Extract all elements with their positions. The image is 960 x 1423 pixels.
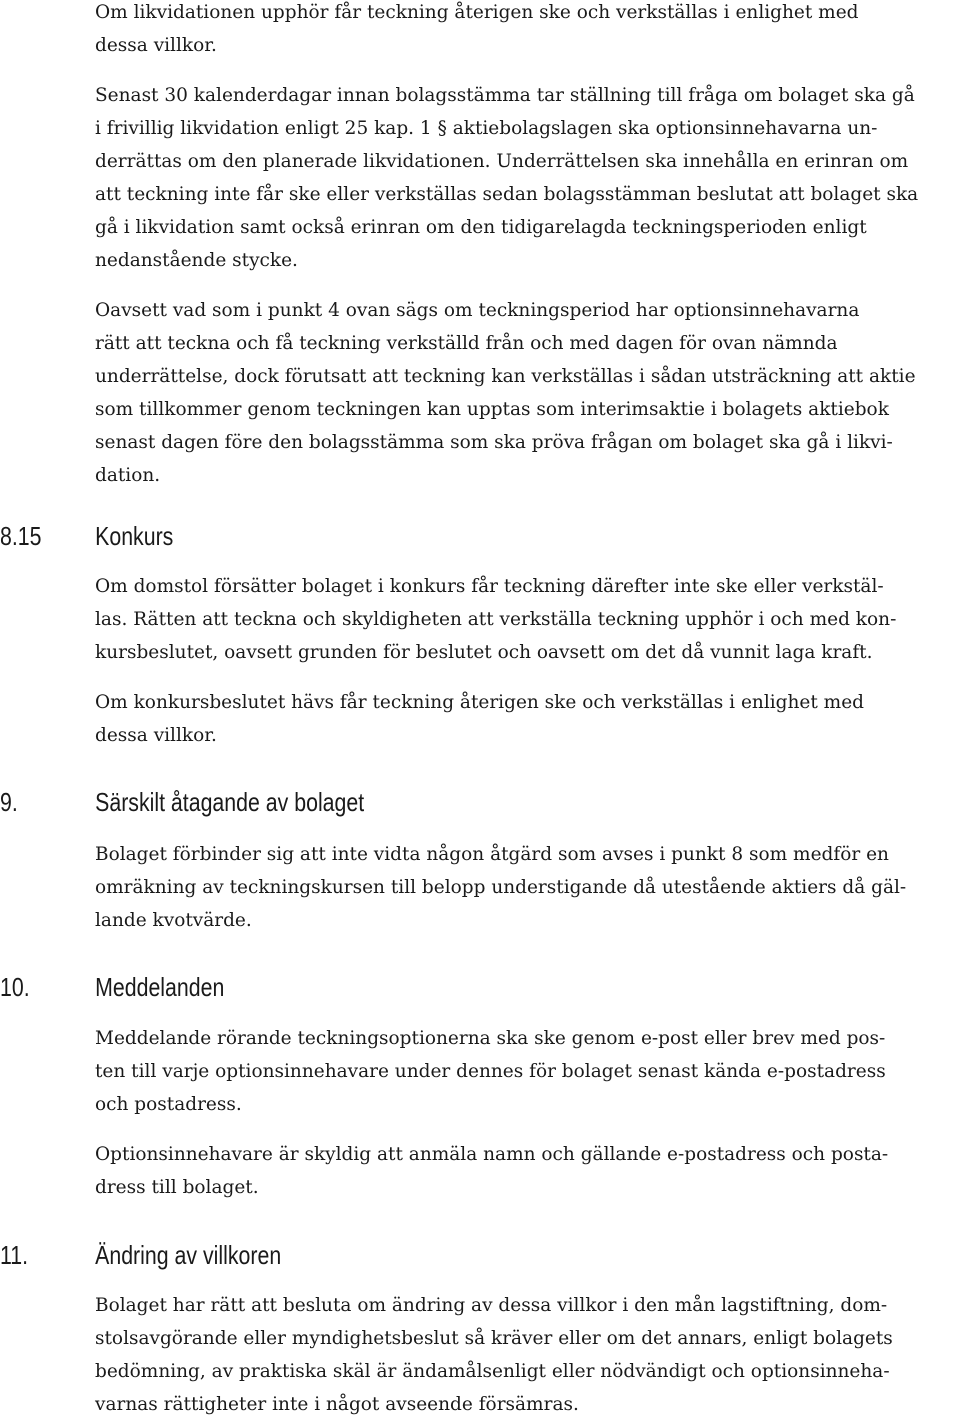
text-line: dessa villkor. bbox=[95, 35, 217, 56]
text-line: Bolaget har rätt att besluta om ändring av dessa villkor i den mån lagstiftning, dom- bbox=[95, 1295, 888, 1316]
text-line: gå i likvidation samt också erinran om den tidigarelagda teckningsperioden enligt bbox=[95, 217, 867, 238]
text-line: och postadress. bbox=[95, 1094, 242, 1115]
paragraph-notices bbox=[95, 1022, 960, 1121]
text-line: Bolaget förbinder sig att inte vidta någon åtgärd som avses i punkt 8 som medför en bbox=[95, 844, 889, 865]
paragraph-bankruptcy bbox=[95, 570, 960, 669]
text-line: dress till bolaget. bbox=[95, 1177, 259, 1198]
text-line: ten till varje optionsinnehavare under dennes för bolaget senast kända e-postadress bbox=[95, 1061, 886, 1082]
paragraph-company-undertaking bbox=[95, 838, 960, 937]
text-line: att teckning inte får ske eller verkställas sedan bolagsstämman beslutat att bolaget ska bbox=[95, 184, 919, 205]
section-title: Ändring av villkoren bbox=[95, 1240, 282, 1270]
text-line: dation. bbox=[95, 465, 161, 486]
section-number: 9. bbox=[0, 787, 18, 817]
paragraph-subscription-period bbox=[95, 294, 960, 492]
text-line: Oavsett vad som i punkt 4 ovan sägs om teckningsperiod har optionsinnehavarna bbox=[95, 300, 860, 321]
text-line: derrättas om den planerade likvidationen. Underrättelsen ska innehålla en erinran om bbox=[95, 151, 909, 172]
section-number: 11. bbox=[0, 1240, 29, 1270]
text-line: Om domstol försätter bolaget i konkurs får teckning därefter inte ske eller verkstäl- bbox=[95, 576, 884, 597]
text-line: stolsavgörande eller myndighetsbeslut så kräver eller om det annars, enligt bolagets bbox=[95, 1328, 893, 1349]
text-line: bedömning, av praktiska skäl är ändamålsenligt eller nödvändigt och optionsinneha- bbox=[95, 1361, 890, 1382]
section-number: 10. bbox=[0, 972, 30, 1002]
section-title: Meddelanden bbox=[95, 972, 225, 1002]
text-line: i frivillig likvidation enligt 25 kap. 1 § aktiebolagslagen ska optionsinnehavarna un- bbox=[95, 118, 878, 139]
text-line: Senast 30 kalenderdagar innan bolagsstämma tar ställning till fråga om bolaget ska gå bbox=[95, 85, 915, 106]
paragraph-liquidation-end bbox=[95, 0, 960, 62]
text-line: kursbeslutet, oavsett grunden för beslutet och oavsett om det då vunnit laga kraft. bbox=[95, 642, 873, 663]
text-line: omräkning av teckningskursen till belopp understigande då utestående aktiers då gäl- bbox=[95, 877, 907, 898]
text-line: lande kvotvärde. bbox=[95, 910, 252, 931]
text-line: Om likvidationen upphör får teckning återigen ske och verkställas i enlighet med bbox=[95, 2, 859, 23]
text-line: Optionsinnehavare är skyldig att anmäla namn och gällande e-postadress och posta- bbox=[95, 1144, 889, 1165]
section-title: Särskilt åtagande av bolaget bbox=[95, 787, 365, 817]
text-line: varnas rättigheter inte i något avseende försämras. bbox=[95, 1394, 579, 1415]
text-line: Meddelande rörande teckningsoptionerna ska ske genom e-post eller brev med pos- bbox=[95, 1028, 886, 1049]
section-number: 8.15 bbox=[0, 521, 42, 551]
text-line: underrättelse, dock förutsatt att teckning kan verkställas i sådan utsträckning att aktie bbox=[95, 366, 916, 387]
text-line: senast dagen före den bolagsstämma som ska pröva frågan om bolaget ska gå i likvi- bbox=[95, 432, 893, 453]
paragraph-voluntary-liquidation bbox=[95, 79, 960, 277]
text-line: som tillkommer genom teckningen kan upptas som interimsaktie i bolagets aktiebok bbox=[95, 399, 889, 420]
paragraph-holder-obligation bbox=[95, 1138, 960, 1204]
text-line: nedanstående stycke. bbox=[95, 250, 298, 271]
text-line: las. Rätten att teckna och skyldigheten att verkställa teckning upphör i och med kon- bbox=[95, 609, 897, 630]
section-title: Konkurs bbox=[95, 521, 174, 551]
text-line: Om konkursbeslutet hävs får teckning återigen ske och verkställas i enlighet med bbox=[95, 692, 865, 713]
text-line: rätt att teckna och få teckning verkställd från och med dagen för ovan nämnda bbox=[95, 333, 838, 354]
paragraph-amendment bbox=[95, 1289, 960, 1421]
paragraph-bankruptcy-revoked bbox=[95, 686, 960, 752]
text-line: dessa villkor. bbox=[95, 725, 217, 746]
